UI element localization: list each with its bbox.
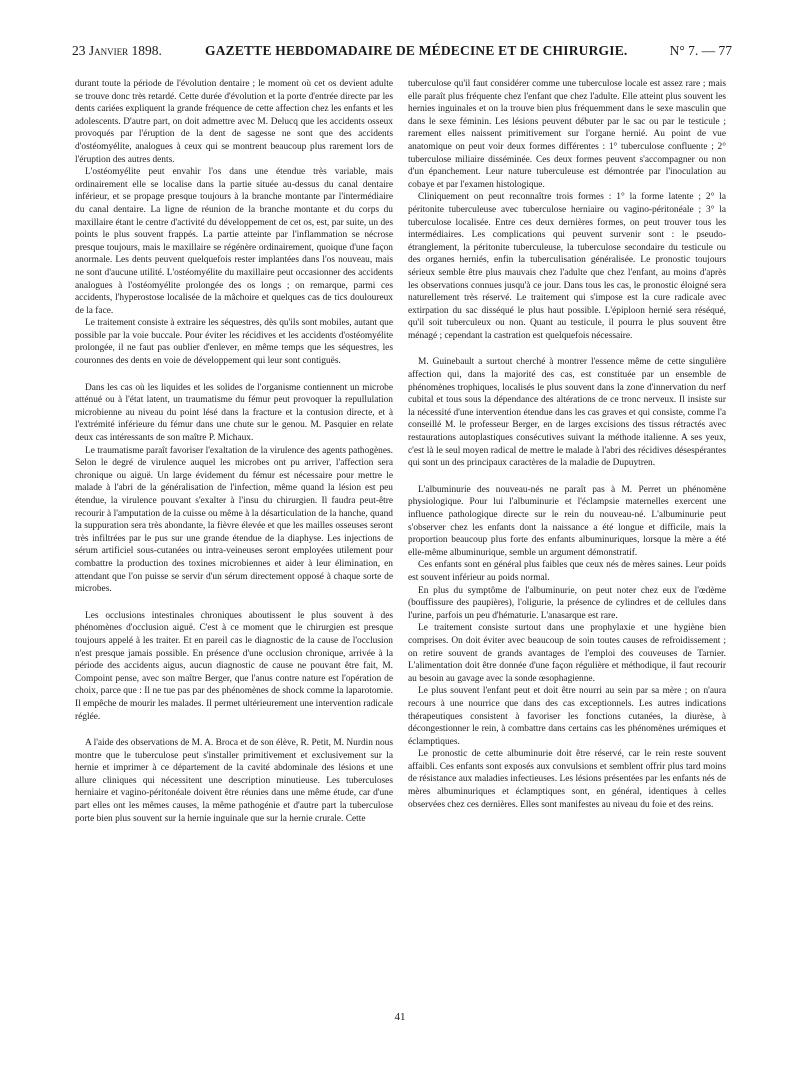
page-number: 41	[394, 1011, 406, 1023]
issue-date: 23 Janvier 1898.	[72, 43, 162, 58]
paragraph: Ces enfants sont en général plus faibles que ceux nés de mères saines. Leur poids est souvent inférieur au poids normal.	[408, 560, 726, 583]
paragraph: L'albuminurie des nouveau-nés ne paraît pas à M. Perret un phénomène physiologique. Pour lui l'albuminurie et l'éclampsie maternelles exercent une influence pathologique directe sur le rein du nouveau-né. L'albuminurie peut s'observer chez les enfants dont la naissance a été longue et difficile, mais la proportion beaucoup plus forte des enfants albuminuriques, lorsque la mère a été elle-même albuminurique, semble un argument démonstratif.	[408, 484, 726, 558]
section-gap	[408, 470, 726, 484]
paragraph: durant toute la période de l'évolution dentaire ; le moment où cet os devient adulte se trouve donc très retardé. Cette durée d'évolution et la porte d'entrée directe par les dents cariées expliquent la grande fréquence de cette affection chez les enfants et les adolescents. D'autre part, on doit admettre avec M. Delucq que les accidents osseux provoqués par l'éruption de la dent de sagesse ne sont que des accidents d'ostéomyélite, analogues à ceux qui se montrent beaucoup plus rarement lors de l'éruption des autres dents.	[75, 79, 393, 165]
section-gap	[75, 723, 393, 737]
running-header	[72, 40, 732, 62]
paragraph: Les occlusions intestinales chroniques aboutissent le plus souvent à des phénomènes d'occlusion aiguë. C'est à ce moment que le chirurgien est presque toujours appelé à les traiter. Et en pareil cas le diagnostic de la cause de l'occlusion n'est presque jamais possible. En présence d'une occlusion chronique, arrivée à la période des accidents aigus, aucun diagnostic de cause ne pouvant être fait, M. Compoint pense, avec son maître Berger, que l'anus contre nature est l'opération de choix, parce que : Il ne tue pas par des phénomènes de shock comme la laparotomie. Il empêche de mourir les malades. Il permet ultérieurement une intervention radicale réglée.	[75, 610, 393, 722]
paragraph: tuberculose qu'il faut considérer comme une tuberculose locale est assez rare ; mais elle paraît plus fréquente chez l'enfant que chez l'adulte. Elle atteint plus souvent les hernies inguinales et on la trouve bien plus fréquemment dans le sexe masculin que dans le sexe féminin. Les lésions peuvent débuter par le sac ou par le testicule ; rarement elles naissent primitivement sur l'organe hernié. Au point de vue anatomique on peut voir deux formes différentes : 1° tuberculose confluente ; 2° tuberculose miliaire disséminée. Ces deux formes peuvent s'accompagner ou non d'un épanchement. Leur nature tuberculeuse est démontrée par l'inoculation au cobaye et par l'examen histologique.	[408, 79, 726, 190]
issue-number: N° 7. — 77	[669, 43, 732, 58]
paragraph: Le plus souvent l'enfant peut et doit être nourri au sein par sa mère ; on n'aura recours à une nourrice que dans des cas exceptionnels. Les autres indications thérapeutiques consistent à favoriser les fonctions cutanées, la diurèse, à décongestionner le rein, à combattre dans certains cas les phénomènes urémiques et éclamptiques.	[408, 686, 726, 747]
paragraph: Le pronostic de cette albuminurie doit être réservé, car le rein reste souvent affaibli. Ces enfants sont exposés aux convulsions et semblent offrir plus tard moins de résistance aux maladies infectieuses. Les lésions présentées par les enfants nés de mères albuminuriques et éclamptiques sont, en général, identiques à celles observées chez ces dernières. Elles sont manifestes au niveau du foie et des reins.	[408, 749, 726, 810]
section-gap	[408, 342, 726, 356]
paragraph: Le traitement consiste à extraire les séquestres, dès qu'ils sont mobiles, autant que possible par la voie buccale. Pour éviter les récidives et les accidents d'ostéomyélite prolongée, il ne faut pas oublier d'enlever, en même temps que les séquestres, les couronnes des dents en voie de développement qui leur sont contiguës.	[75, 318, 393, 367]
paragraph: Le traumatisme paraît favoriser l'exaltation de la virulence des agents pathogènes. Selon le degré de virulence auquel les microbes ont pu arriver, l'affection sera chronique ou aiguë. Un large évidement du fémur est nécessaire pour mettre le malade à l'abri de la généralisation de l'infection, même quand la lésion est peu étendue, la virulence pouvant s'exalter à l'insu du chirurgien. Il faudra peut-être recourir à l'amputation de la cuisse ou même à la désarticulation de la hanche, quand la suppuration sera très abondante, la fièvre élevée et que les mailles osseuses seront très infiltrées par le pus sur une grande étendue de la diaphyse. Les injections de sérum artificiel sous-cutanées ou intra-veineuses seront employées utilement pour combattre la production des toxines microbiennes et aider à leur élimination, en attendant que l'on puisse se servir d'un sérum directement opposé à chaque sorte de microbes.	[75, 445, 393, 595]
section-gap	[75, 368, 393, 382]
paragraph: Dans les cas où les liquides et les solides de l'organisme contiennent un microbe atténué ou à l'état latent, un traumatisme du fémur peut provoquer la repullulation microbienne au niveau du point lésé dans la fracture et la contusion directe, et à l'extrémité inférieure du fémur dans une chute sur le genou. M. Pasquier en relate deux cas intéressants de son maître P. Michaux.	[75, 382, 393, 444]
paragraph: En plus du symptôme de l'albuminurie, on peut noter chez eux de l'œdème (bouffissure des paupières), l'oligurie, la présence de cylindres et de cellules dans l'urine, parfois un peu d'hématurie. L'anasarque est rare.	[408, 585, 726, 621]
paragraph: L'ostéomyélite peut envahir l'os dans une étendue très variable, mais ordinairement elle se localise dans la partie située au-dessus du canal dentaire inférieur, et se propage presque toujours à la branche montante par l'intermédiaire du canal dentaire. La ligne de réunion de la branche montante et du corps du maxillaire étant le centre d'activité du développement de cet os, est, par suite, un des points le plus souvent frappés. La partie atteinte par l'inflammation se nécrose presque toujours, mais le maxillaire se régénère ordinairement, quoique d'une façon anormale. Les dents peuvent quelquefois rester implantées dans l'os nouveau, mais ne sont d'aucune utilité. L'ostéomyélite du maxillaire peut occasionner des accidents analogues à l'ostéomyélite prolongée des os longs ; on remarque, parmi ces accidents, l'hyperostose localisée de la mâchoire et quelques cas de tics douloureux de la face.	[75, 167, 393, 316]
paragraph: M. Guinebault a surtout cherché à montrer l'essence même de cette singulière affection qui, dans la majorité des cas, est constituée par un ensemble de phénomènes trophiques, localisés le plus souvent dans la zone d'innervation du nerf cubital et tous sous la dépendance des altérations de ce tronc nerveux. Il insiste sur la nécessité d'une intervention étendue dans les cas graves et qui consiste, comme l'a conseillé M. le professeur Berger, en de larges excisions des tissus rétractés avec restaurations autoplastiques consécutives suivant la méthode italienne. A ses yeux, c'est là le seul moyen radical de mettre le malade à l'abri des récidives désespérantes qui sont un des principaux caractères de la maladie de Dupuytren.	[408, 357, 726, 469]
paragraph: Le traitement consiste surtout dans une prophylaxie et une hygiène bien comprises. On doit éviter avec beaucoup de soin toutes causes de refroidissement ; on retire souvent de grands avantages de l'emploi des couveuses de Tarnier. L'alimentation doit être donnée d'une façon régulière et méthodique, il faut recourir au besoin au gavage avec la sonde œsophagienne.	[408, 623, 726, 684]
right-column	[408, 78, 726, 1018]
section-gap	[75, 596, 393, 610]
paragraph: A l'aide des observations de M. A. Broca et de son élève, R. Petit, M. Nurdin nous montre que le tuberculose peut s'installer primitivement et exclusivement sur la hernie et imprimer à ce département de la cavité abdominale des lésions et une allure cliniques qui nécessitent une description minutieuse. Les tuberculoses herniaire et vagino-péritonéale doivent être réunies dans une même étude, car d'une part elles ont les mêmes causes, la même pathogénie et d'autre part la tuberculose porte bien plus souvent sur la hernie inguinale que sur la hernie crurale. Cette	[75, 738, 393, 824]
journal-title: GAZETTE HEBDOMADAIRE DE MÉDECINE ET DE CHIRURGIE.	[205, 43, 628, 58]
left-column	[75, 78, 393, 1018]
paragraph: Cliniquement on peut reconnaître trois formes : 1° la forme latente ; 2° la péritonite tuberculeuse avec tuberculose herniaire ou vagino-péritonéale ; 3° la tuberculose localisée. Entre ces deux dernières formes, on peut trouver tous les intermédiaires. Les complications qui peuvent survenir sont : le pseudo-étranglement, la péritonite tuberculeuse, la tuberculose secondaire du testicule ou des organes herniés, enfin la tuberculisation généralisée. Le pronostic toujours sérieux semble être plus mauvais chez l'adulte que chez l'enfant, au moins d'après les observations connues jusqu'à ce jour. Dans tous les cas, le pronostic éloigné sera naturellement très réservé. Le traitement qui s'impose est la cure radicale avec extirpation du sac disséqué le plus haut possible. L'épiploon hernié sera réséqué, qu'il soit tuberculeux ou non. Quant au testicule, il pourra le plus souvent être ménagé ; cependant la castration est quelquefois nécessaire.	[408, 192, 726, 341]
